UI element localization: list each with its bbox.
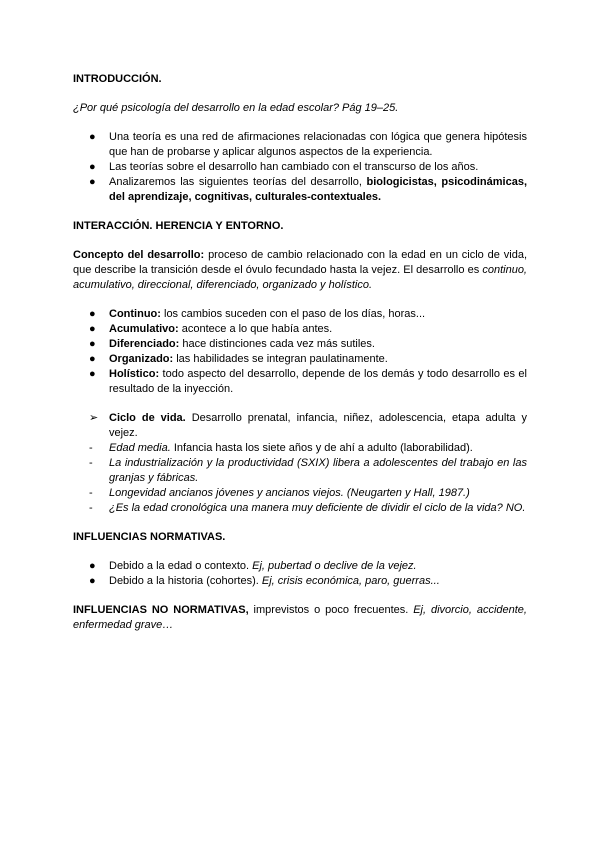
normativas-heading: INFLUENCIAS NORMATIVAS.: [73, 531, 226, 543]
list-item: ● Una teoría es una red de afirmaciones relacionadas con lógica que genera hipótesis que han de probarse y aplicar algunos aspectos de la experiencia.: [89, 131, 527, 158]
list-item: ● Acumulativo: acontece a lo que había antes.: [89, 323, 333, 335]
dash-icon: -: [89, 457, 93, 469]
dash-list: [73, 441, 527, 516]
arrow-bullet-icon: ➢: [89, 412, 99, 424]
bullet-icon: ●: [89, 161, 96, 173]
list-item: ● Continuo: los cambios suceden con el paso de los días, horas...: [89, 308, 426, 320]
bullet-icon: ●: [89, 323, 96, 335]
list-item: ● Organizado: las habilidades se integran paulatinamente.: [89, 353, 388, 365]
list-item: ● Las teorías sobre el desarrollo han cambiado con el transcurso de los años.: [89, 161, 479, 173]
intro-heading: INTRODUCCIÓN.: [73, 73, 162, 85]
bullet-icon: ●: [89, 368, 96, 380]
list-item: - La industrialización y la productividad (SXIX) libera a adolescentes del trabajo en las granjas y fábricas.: [89, 457, 527, 484]
dash-icon: -: [89, 502, 93, 514]
properties-list: [73, 307, 527, 397]
bullet-icon: ●: [89, 353, 96, 365]
bullet-icon: ●: [89, 575, 96, 587]
list-item: - Edad media. Infancia hasta los siete años y de ahí a adulto (laborabilidad).: [89, 442, 473, 454]
no-normativas-paragraph: INFLUENCIAS NO NORMATIVAS, imprevistos o poco frecuentes. Ej, divorcio, accidente, enfermedad grave…: [73, 604, 527, 631]
list-item: ● Debido a la historia (cohortes). Ej, crisis económica, paro, guerras...: [89, 575, 440, 587]
concept-paragraph: Concepto del desarrollo: proceso de cambio relacionado con la edad en un ciclo de vida, que describe la transición desde el óvulo fecundado hasta la vejez. El desarrollo es continuo, acumulativo, direccional, diferenciado, organizado y holístico.: [73, 249, 528, 291]
list-item: ● Debido a la edad o contexto. Ej, pubertad o declive de la vejez.: [89, 560, 417, 572]
intro-bullet-list: [73, 130, 527, 205]
dash-icon: -: [89, 442, 93, 454]
list-item: ● Holístico: todo aspecto del desarrollo, depende de los demás y todo desarrollo es el resultado de la inyección.: [89, 368, 527, 395]
intro-subtitle: ¿Por qué psicología del desarrollo en la edad escolar? Pág 19–25.: [73, 102, 399, 114]
bullet-icon: ●: [89, 176, 96, 188]
normativas-list: [73, 559, 527, 589]
bullet-icon: ●: [89, 131, 96, 143]
bullet-icon: ●: [89, 338, 96, 350]
list-item: ● Diferenciado: hace distinciones cada vez más sutiles.: [89, 338, 375, 350]
bullet-icon: ●: [89, 560, 96, 572]
list-item: - Longevidad ancianos jóvenes y ancianos viejos. (Neugarten y Hall, 1987.): [89, 487, 470, 499]
dash-icon: -: [89, 487, 93, 499]
interaccion-heading: INTERACCIÓN. HERENCIA Y ENTORNO.: [73, 220, 284, 232]
document-page: [73, 72, 527, 647]
list-item: - ¿Es la edad cronológica una manera muy deficiente de dividir el ciclo de la vida? NO.: [89, 502, 526, 514]
bullet-icon: ●: [89, 308, 96, 320]
list-item: ● Analizaremos las siguientes teorías del desarrollo, biologicistas, psicodinámicas, del aprendizaje, cognitivas, culturales-contextuales.: [89, 176, 527, 203]
ciclo-de-vida-item: ➢ Ciclo de vida. Desarrollo prenatal, infancia, niñez, adolescencia, etapa adulta y vejez.: [89, 412, 527, 439]
